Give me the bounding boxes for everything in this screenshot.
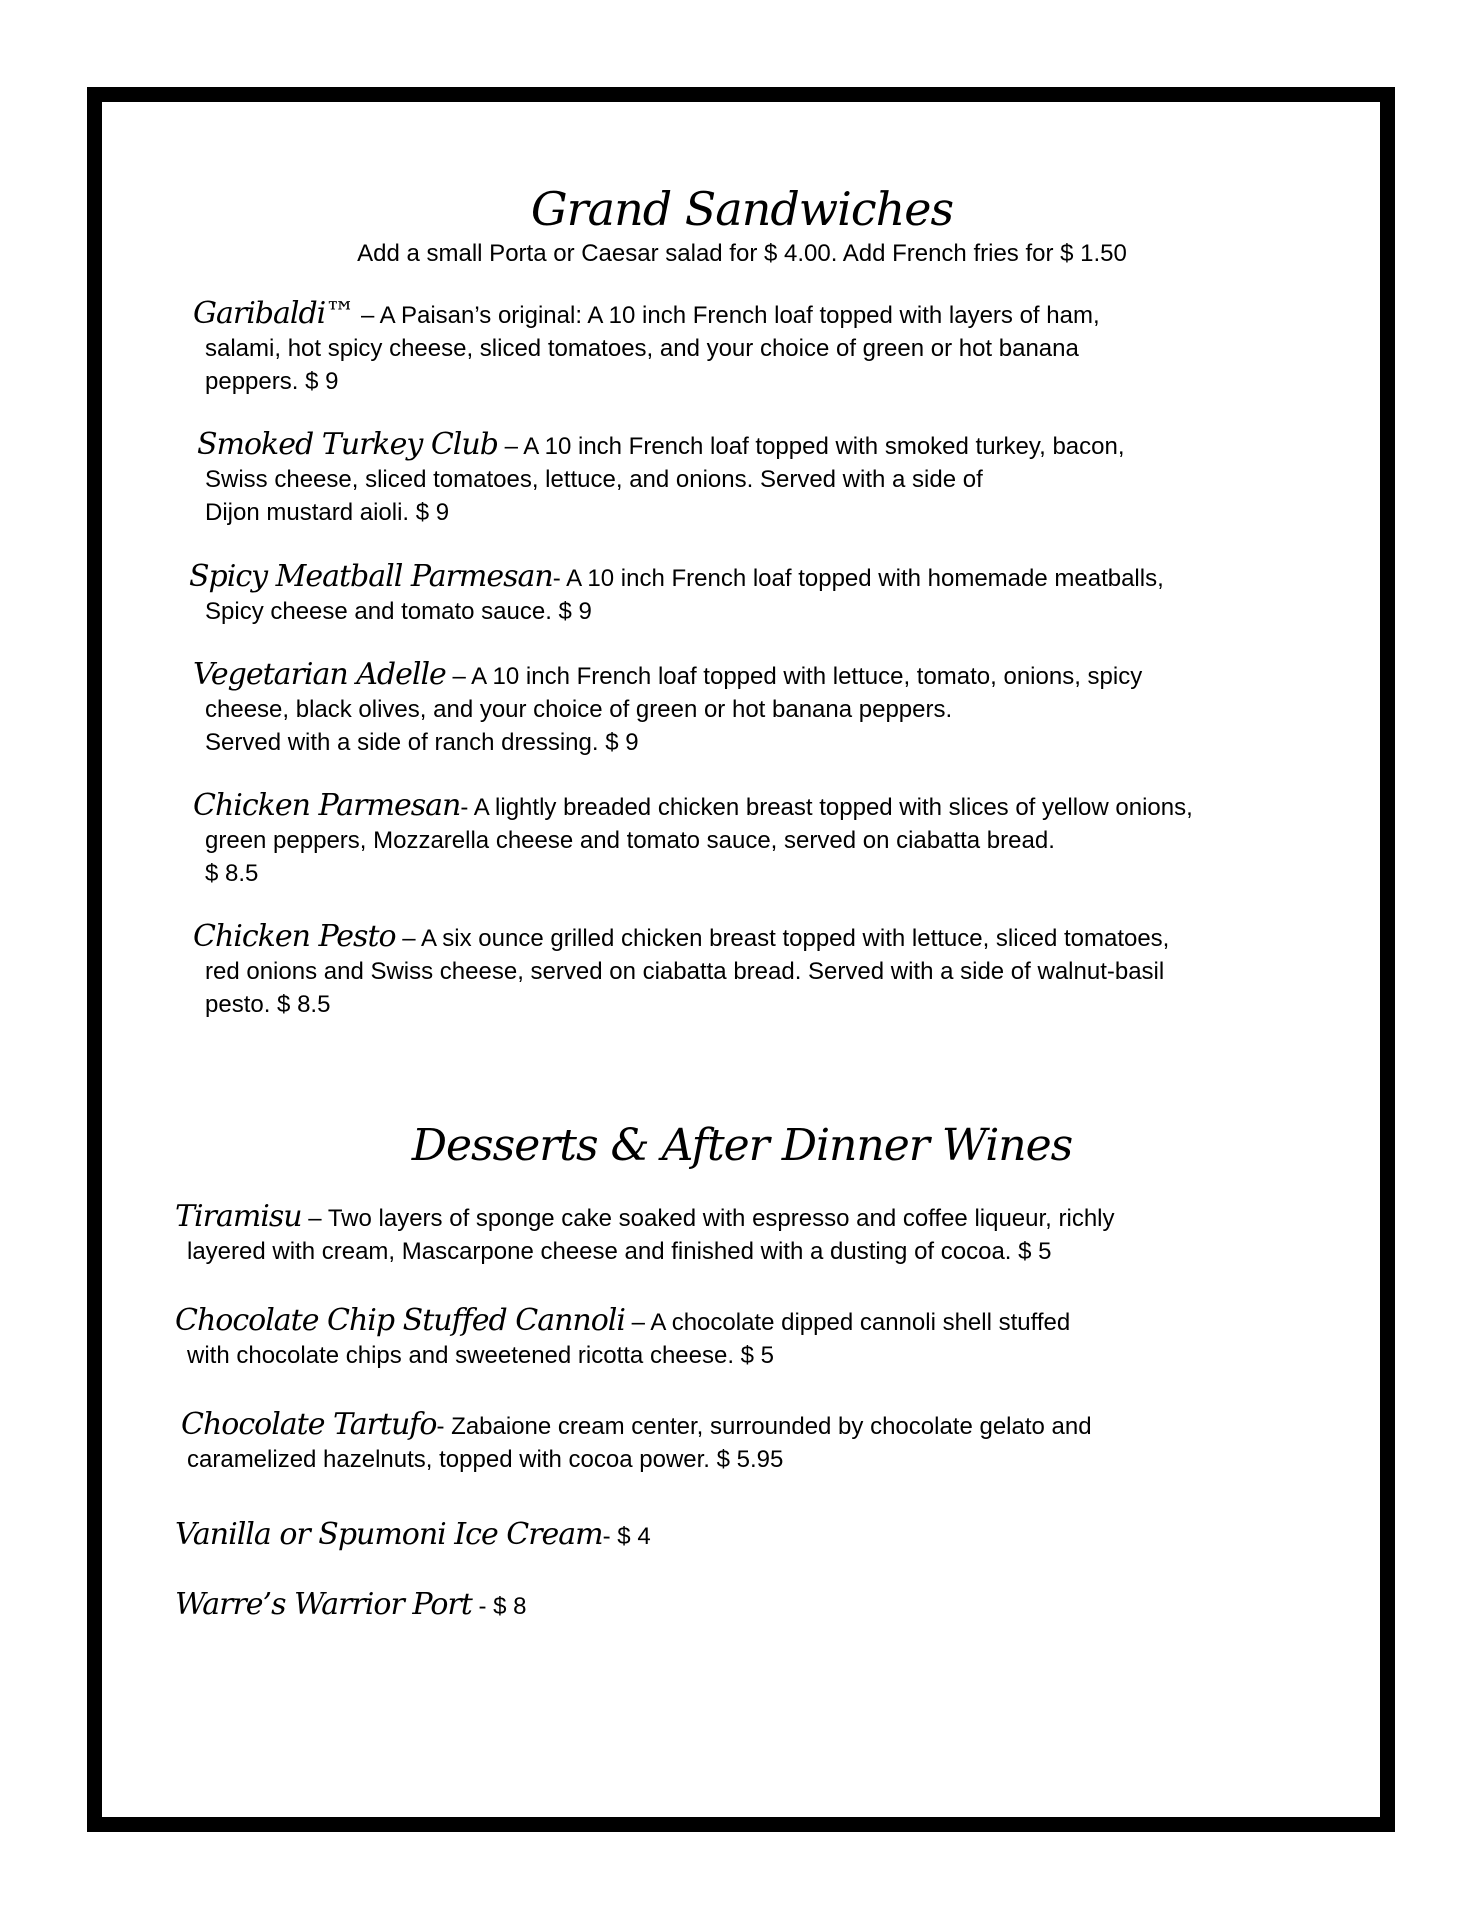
menu-item-spicy-meatball-parmesan (189, 560, 1164, 628)
item-description-line: salami, hot spicy cheese, sliced tomatoes, and your choice of green or hot banana (205, 335, 1079, 362)
item-first-line (197, 428, 1125, 463)
menu-item-garibaldi (193, 297, 1100, 398)
item-description-line: Spicy cheese and tomato sauce. $ 9 (205, 598, 592, 625)
item-description-line: A chocolate dipped cannoli shell stuffed (650, 1309, 1071, 1336)
item-description-line: with chocolate chips and sweetened ricotta cheese. $ 5 (187, 1342, 775, 1369)
item-name: Vegetarian Adelle (193, 657, 446, 692)
item-description-line: A 10 inch French loaf topped with homemade meatballs, (566, 565, 1164, 592)
item-first-line (193, 658, 1142, 693)
item-separator: – (445, 663, 472, 690)
item-first-line (189, 560, 1164, 595)
item-name: Chocolate Chip Stuffed Cannoli (175, 1303, 625, 1338)
item-first-line (181, 1408, 1092, 1443)
item-description-line: A 10 inch French loaf topped with smoked turkey, bacon, (523, 433, 1125, 460)
item-description-line: peppers. $ 9 (205, 368, 339, 395)
menu-item-tiramisu (175, 1200, 1115, 1268)
menu-item-warres-warrior-port (175, 1588, 526, 1623)
item-name: Chocolate Tartufo (181, 1407, 437, 1442)
item-first-line (193, 789, 1193, 824)
item-description-line: A six ounce grilled chicken breast topped with lettuce, sliced tomatoes, (420, 925, 1170, 952)
item-name: Warre’s Warrior Port (175, 1587, 472, 1622)
menu-item-chicken-parmesan (193, 789, 1193, 890)
item-first-line (175, 1200, 1115, 1235)
item-description-line: Swiss cheese, sliced tomatoes, lettuce, and onions. Served with a side of (205, 466, 983, 493)
menu-item-vegetarian-adelle (193, 658, 1142, 759)
item-description-line: $ 8.5 (205, 860, 259, 887)
item-description-line: Zabaione cream center, surrounded by chocolate gelato and (451, 1413, 1092, 1440)
item-name: Chicken Pesto (193, 919, 396, 954)
item-description-line: A 10 inch French loaf topped with lettuce, tomato, onions, spicy (471, 663, 1143, 690)
item-separator: - (552, 565, 567, 592)
item-first-line (175, 1518, 651, 1553)
item-description-line: green peppers, Mozzarella cheese and tomato sauce, served on ciabatta bread. (205, 827, 1055, 854)
menu-item-ice-cream (175, 1518, 651, 1553)
item-description-line: A Paisan’s original: A 10 inch French loaf topped with layers of ham, (379, 302, 1100, 329)
item-description-line: pesto. $ 8.5 (205, 991, 331, 1018)
item-first-line (175, 1588, 526, 1623)
item-separator: – (395, 925, 421, 952)
item-name: Garibaldi™ (193, 296, 355, 331)
item-separator: - (602, 1523, 618, 1550)
item-first-line (193, 297, 1100, 332)
item-description-line: cheese, black olives, and your choice of green or hot banana peppers. (205, 696, 953, 723)
item-description-line: A lightly breaded chicken breast topped with slices of yellow onions, (473, 794, 1193, 821)
section-title-desserts: Desserts & After Dinner Wines (411, 1120, 1073, 1171)
item-separator: - (460, 794, 474, 821)
menu-item-chocolate-chip-stuffed-cannoli (175, 1304, 1070, 1372)
item-separator: – (625, 1309, 651, 1336)
item-description-line: red onions and Swiss cheese, served on ciabatta bread. Served with a side of walnut-basil (205, 958, 1165, 985)
item-separator: – (497, 433, 524, 460)
item-description-line: Dijon mustard aioli. $ 9 (205, 499, 450, 526)
item-price: $ 8 (493, 1593, 527, 1620)
item-name: Spicy Meatball Parmesan (189, 559, 553, 594)
menu-item-chicken-pesto (193, 920, 1169, 1021)
item-separator: – (354, 302, 380, 329)
item-separator: - (436, 1413, 452, 1440)
item-description-line: Two layers of sponge cake soaked with espresso and coffee liqueur, richly (327, 1205, 1115, 1232)
item-name: Vanilla or Spumoni Ice Cream (175, 1517, 603, 1552)
item-separator: – (301, 1205, 328, 1232)
item-description-line: layered with cream, Mascarpone cheese and finished with a dusting of cocoa. $ 5 (187, 1238, 1052, 1265)
section-title-sandwiches: Grand Sandwiches (530, 182, 954, 236)
item-name: Chicken Parmesan (193, 788, 461, 823)
item-name: Smoked Turkey Club (197, 427, 498, 462)
item-price: $ 4 (617, 1523, 651, 1550)
item-first-line (193, 920, 1169, 955)
item-separator: - (471, 1593, 494, 1620)
item-description-line: caramelized hazelnuts, topped with cocoa power. $ 5.95 (187, 1446, 784, 1473)
item-name: Tiramisu (175, 1199, 302, 1234)
sandwiches-subtitle: Add a small Porta or Caesar salad for $ 4.00. Add French fries for $ 1.50 (357, 240, 1127, 267)
item-description-line: Served with a side of ranch dressing. $ 9 (205, 729, 639, 756)
menu-item-smoked-turkey-club (197, 428, 1125, 529)
item-first-line (175, 1304, 1070, 1339)
menu-item-chocolate-tartufo (181, 1408, 1092, 1476)
